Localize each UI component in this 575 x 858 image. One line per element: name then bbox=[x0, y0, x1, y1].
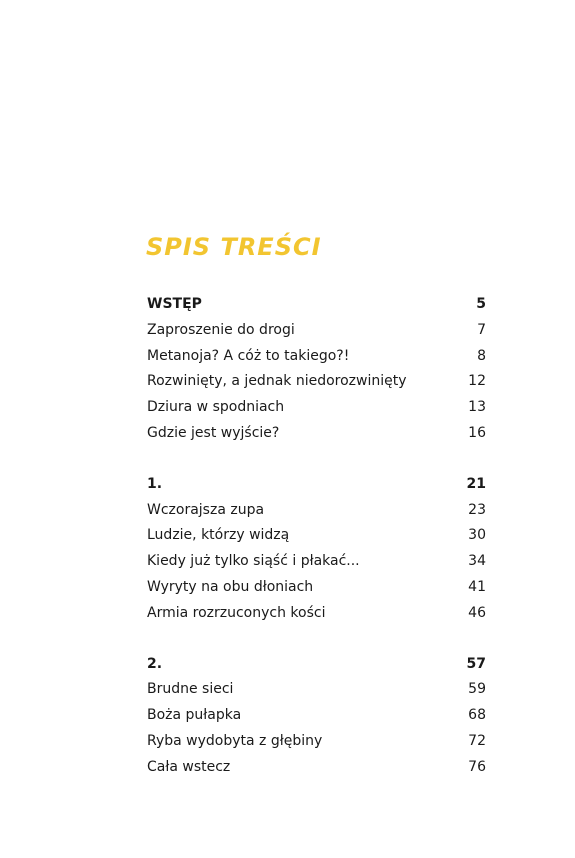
toc-entry-label: Brudne sieci bbox=[147, 681, 234, 698]
toc-entry-page: 12 bbox=[468, 373, 486, 390]
toc-entry-label: Gdzie jest wyjście? bbox=[147, 424, 280, 441]
toc-entry-page: 76 bbox=[468, 758, 486, 775]
toc-heading-label: WSTĘP bbox=[147, 296, 202, 312]
toc-entry-label: Kiedy już tylko siąść i płakać... bbox=[147, 553, 360, 570]
toc-entry-label: Wczorajsza zupa bbox=[147, 501, 265, 518]
toc-heading-label: 2. bbox=[147, 655, 163, 672]
toc-entry[interactable] bbox=[147, 523, 486, 549]
toc-section-1 bbox=[147, 472, 486, 627]
toc-entry-page: 23 bbox=[468, 501, 486, 518]
toc-heading-label: 1. bbox=[147, 475, 163, 492]
toc-entry-page: 59 bbox=[468, 681, 486, 698]
toc-entry-label: Rozwinięty, a jednak niedorozwinięty bbox=[147, 373, 407, 390]
toc-section-2 bbox=[147, 652, 486, 781]
toc-entry[interactable] bbox=[147, 755, 486, 781]
toc-section-intro bbox=[147, 292, 486, 447]
toc-entry-page: 41 bbox=[468, 578, 486, 595]
toc-heading-page: 57 bbox=[466, 655, 486, 672]
toc-entry-page: 46 bbox=[468, 604, 486, 621]
toc-entry-label: Wyryty na obu dłoniach bbox=[147, 578, 314, 595]
toc-title: SPIS TREŚCI bbox=[146, 233, 322, 261]
toc-entry-page: 68 bbox=[468, 707, 486, 724]
toc-entry-label: Ryba wydobyta z głębiny bbox=[147, 732, 323, 749]
toc-entry[interactable] bbox=[147, 729, 486, 755]
toc-entry[interactable] bbox=[147, 677, 486, 703]
toc-entry[interactable] bbox=[147, 318, 486, 344]
toc-entry-page: 7 bbox=[477, 321, 486, 338]
toc-entry-page: 34 bbox=[468, 553, 486, 570]
table-of-contents bbox=[147, 292, 486, 806]
toc-entry-page: 72 bbox=[468, 732, 486, 749]
toc-entry-page: 16 bbox=[468, 424, 486, 441]
toc-entry-page: 30 bbox=[468, 527, 486, 544]
toc-entry[interactable] bbox=[147, 344, 486, 370]
toc-entry-label: Metanoja? A cóż to takiego?! bbox=[147, 347, 350, 364]
toc-entry[interactable] bbox=[147, 369, 486, 395]
toc-entry[interactable] bbox=[147, 549, 486, 575]
toc-entry-page: 8 bbox=[477, 347, 486, 364]
toc-entry-label: Ludzie, którzy widzą bbox=[147, 527, 290, 544]
toc-entry[interactable] bbox=[147, 498, 486, 524]
toc-entry-label: Dziura w spodniach bbox=[147, 399, 285, 416]
toc-heading-page: 21 bbox=[466, 475, 486, 492]
toc-entry[interactable] bbox=[147, 395, 486, 421]
toc-entry-label: Armia rozrzuconych kości bbox=[147, 604, 326, 621]
toc-entry-label: Cała wstecz bbox=[147, 758, 231, 775]
toc-entry-page: 13 bbox=[468, 399, 486, 416]
toc-entry-label: Boża pułapka bbox=[147, 707, 242, 724]
toc-heading-row[interactable] bbox=[147, 292, 486, 318]
toc-entry[interactable] bbox=[147, 601, 486, 627]
toc-entry[interactable] bbox=[147, 421, 486, 447]
toc-heading-row[interactable] bbox=[147, 472, 486, 498]
toc-entry[interactable] bbox=[147, 575, 486, 601]
toc-heading-page: 5 bbox=[476, 296, 486, 312]
toc-entry-label: Zaproszenie do drogi bbox=[147, 321, 295, 338]
toc-heading-row[interactable] bbox=[147, 652, 486, 678]
toc-entry[interactable] bbox=[147, 703, 486, 729]
